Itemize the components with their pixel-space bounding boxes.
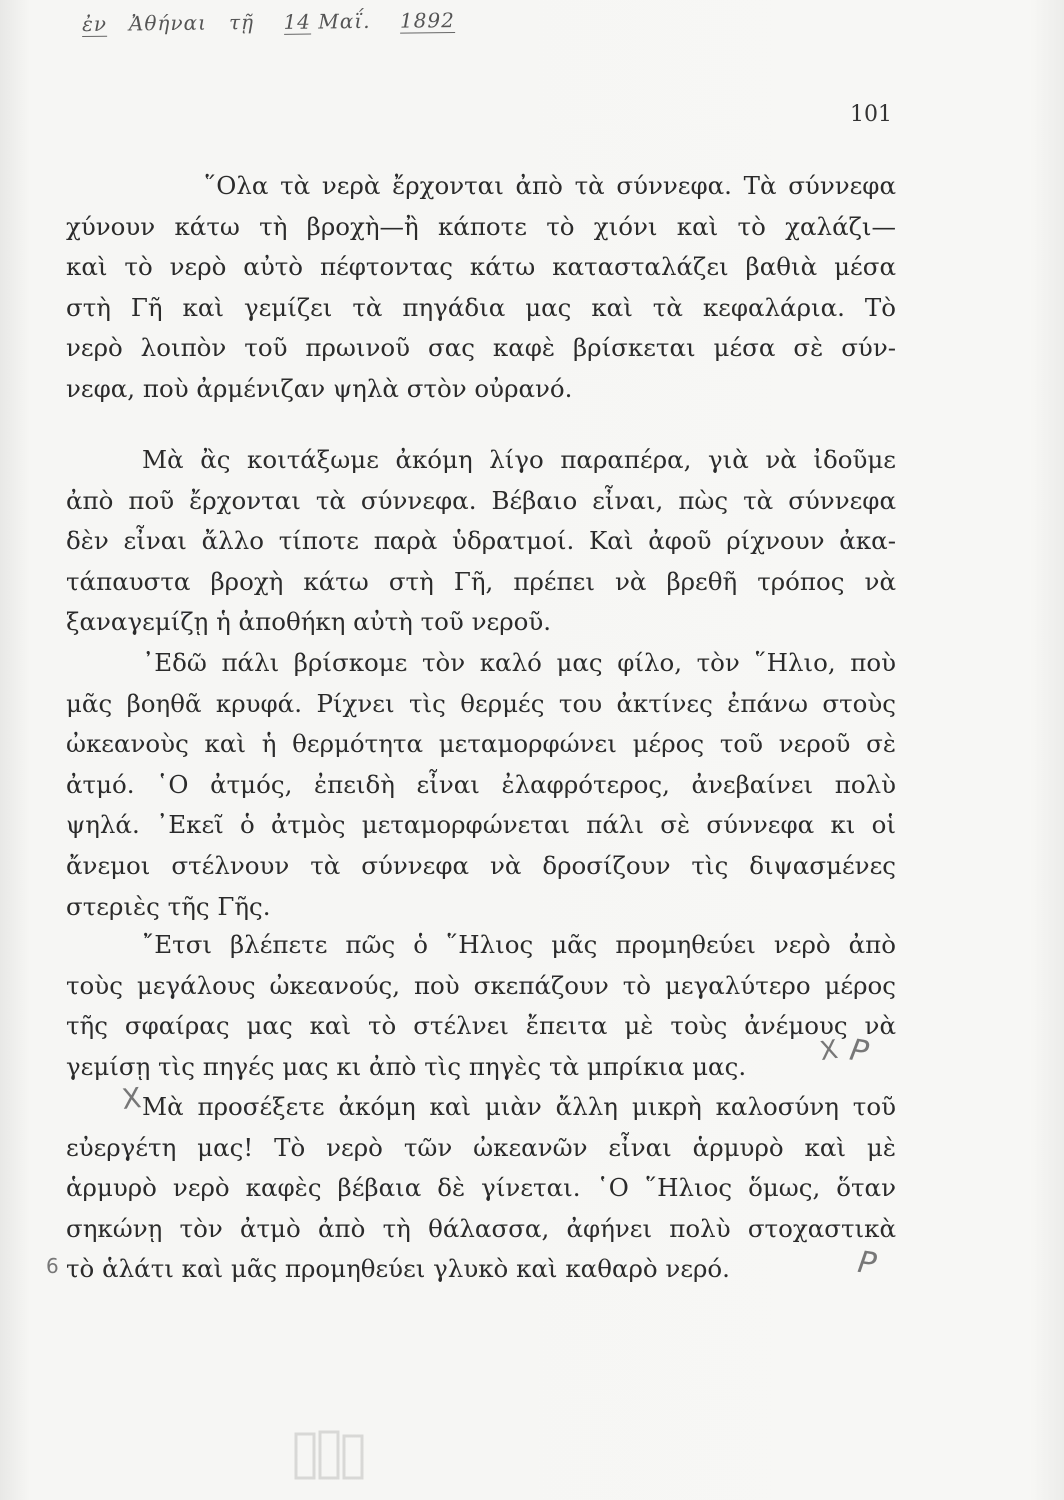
text-line: Μὰ προσέξετε ἀκόμη καὶ μιὰν ἄλλη μικρὴ καλοσύνη τοῦ <box>142 1092 896 1121</box>
text-line: ῎Ετσι βλέπετε πῶς ὁ ῞Ηλιος μᾶς προμηθεύει νερὸ ἀπὸ <box>142 930 896 959</box>
paragraph-5 <box>66 1087 896 1290</box>
text-line: γεμίσῃ τὶς πηγές μας κι ἀπὸ τὶς πηγὲς τὰ μπρίκια μας. <box>66 1051 747 1081</box>
pencil-mark: X <box>817 1034 840 1068</box>
pencil-mark: P <box>855 1244 879 1283</box>
text-line: ᾿Εδῶ πάλι βρίσκομε τὸν καλό μας φίλο, τὸν ῞Ηλιο, ποὺ <box>142 648 896 677</box>
text-line: ψηλά. ᾿Εκεῖ ὁ ἀτμὸς μεταμορφώνεται πάλι σὲ σύννεφα κι οἱ <box>66 810 896 840</box>
text-line: τοὺς μεγάλους ὠκεανούς, ποὺ σκεπάζουν τὸ μεγαλύτερο μέρος <box>66 970 896 1000</box>
paragraph-2 <box>66 440 896 643</box>
text-line: ἀτμό. ῾Ο ἀτμός, ἐπειδὴ εἶναι ἐλαφρότερος, ἀνεβαίνει πολὺ <box>66 769 896 799</box>
pencil-mark: X <box>120 1081 143 1116</box>
note-word: τῇ <box>228 10 255 35</box>
text-line: ἀπὸ ποῦ ἔρχονται τὰ σύννεφα. Βέβαιο εἶναι, πὼς τὰ σύννεφα <box>66 485 896 515</box>
text-line: ἁρμυρὸ νερὸ καφὲς βέβαια δὲ γίνεται. ῾Ο ῞Ηλιος ὅμως, ὅταν <box>66 1173 896 1203</box>
text-line: μᾶς βοηθᾶ κρυφά. Ρίχνει τὶς θερμές του ἀκτίνες ἐπάνω στοὺς <box>66 688 896 718</box>
pencil-mark: P <box>847 1032 871 1071</box>
text-line: ξαναγεμίζῃ ἡ ἀποθήκη αὐτὴ τοῦ νεροῦ. <box>66 607 552 637</box>
text-line: καὶ τὸ νερὸ αὐτὸ πέφτοντας κάτω κατασταλάζει βαθιὰ μέσα <box>66 252 896 282</box>
text-line: Μὰ ἂς κοιτάξωμε ἀκόμη λίγο παραπέρα, γιὰ νὰ ἰδοῦμε <box>142 445 896 474</box>
page-number: 101 <box>850 102 892 127</box>
note-word: ἐν <box>81 11 108 36</box>
note-word: 1892 <box>399 8 455 33</box>
text-line: τῆς σφαίρας μας καὶ τὸ στέλνει ἔπειτα μὲ τοὺς ἀνέμους νὰ <box>66 1011 896 1041</box>
text-line: νεφα, ποὺ ἀρμένιζαν ψηλὰ στὸν οὐρανό. <box>66 373 573 403</box>
text-line: τάπαυστα βροχὴ κάτω στὴ Γῆ, πρέπει νὰ βρεθῆ τρόπος νὰ <box>66 566 896 596</box>
paragraph-4 <box>66 925 896 1087</box>
text-line: ἄνεμοι στέλνουν τὰ σύννεφα νὰ δροσίζουν τὶς διψασμένες <box>66 850 896 880</box>
note-word: Ἀθήναι <box>128 10 208 36</box>
faint-stamp-icon <box>290 1428 370 1484</box>
text-line: νερὸ λοιπὸν τοῦ πρωινοῦ σας καφὲ βρίσκεται μέσα σὲ σύν- <box>66 333 896 363</box>
text-line: χύνουν κάτω τὴ βροχὴ—ἢ κάποτε τὸ χιόνι καὶ τὸ χαλάζι— <box>66 211 896 241</box>
paragraph-1 <box>66 166 896 410</box>
pencil-mark: 6 <box>46 1254 59 1278</box>
text-line: σηκώνῃ τὸν ἀτμὸ ἀπὸ τὴ θάλασσα, ἀφήνει πολὺ στοχαστικὰ <box>66 1213 896 1243</box>
text-line: δὲν εἶναι ἄλλο τίποτε παρὰ ὑδρατμοί. Καὶ ἀφοῦ ρίχνουν ἀκα- <box>66 526 896 556</box>
note-word: 14 <box>283 9 312 34</box>
note-word: Μαΐ. <box>318 8 371 34</box>
text-line: στεριὲς τῆς Γῆς. <box>66 891 271 921</box>
text-line: εὐεργέτη μας! Τὸ νερὸ τῶν ὠκεανῶν εἶναι ἁρμυρὸ καὶ μὲ <box>66 1132 896 1162</box>
text-line: ὠκεανοὺς καὶ ἡ θερμότητα μεταμορφώνει μέρος τοῦ νεροῦ σὲ <box>66 729 896 759</box>
handwritten-note <box>82 8 455 36</box>
text-line: τὸ ἁλάτι καὶ μᾶς προμηθεύει γλυκὸ καὶ καθαρὸ νερό. <box>66 1254 730 1284</box>
text-line: στὴ Γῆ καὶ γεμίζει τὰ πηγάδια μας καὶ τὰ κεφαλάρια. Τὸ <box>66 292 896 322</box>
paragraph-3 <box>66 643 896 927</box>
text-line: ῞Ολα τὰ νερὰ ἔρχονται ἀπὸ τὰ σύννεφα. Τὰ σύννεφα <box>204 171 896 200</box>
